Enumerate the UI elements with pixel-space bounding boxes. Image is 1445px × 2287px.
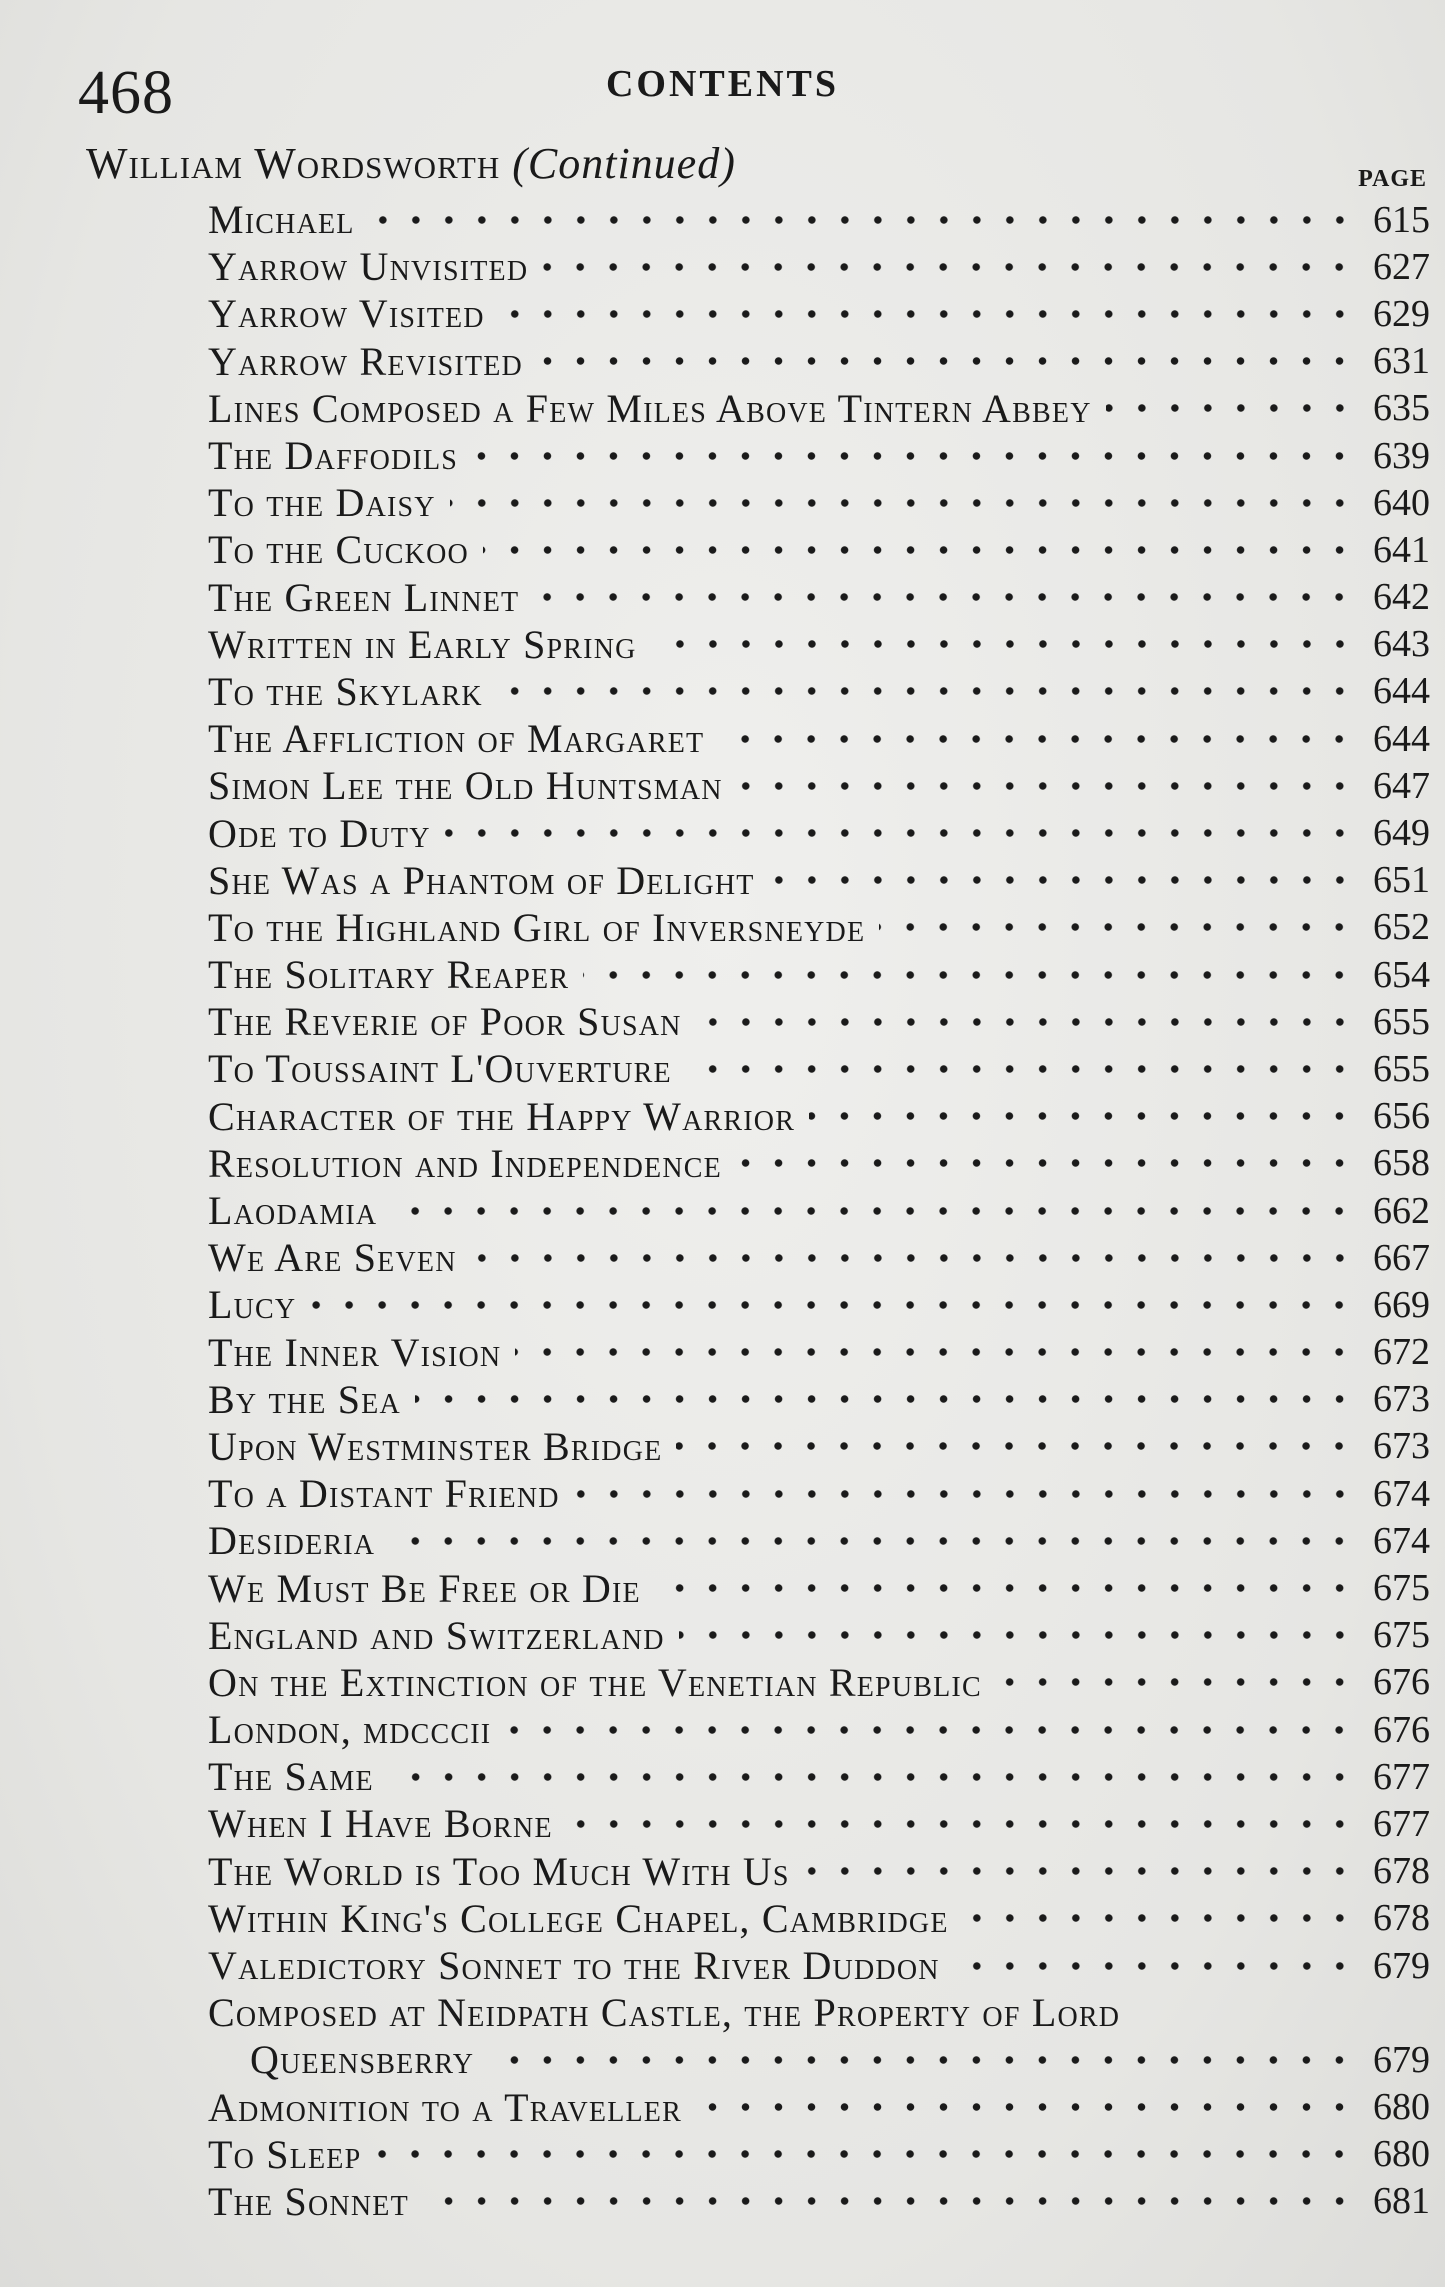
toc-entry-page: 669	[1373, 1283, 1430, 1326]
dot-leader	[679, 1615, 1356, 1655]
toc-entry-page: 680	[1373, 2133, 1430, 2176]
continued-note: (Continued)	[512, 139, 736, 188]
toc-entry-page: 681	[1373, 2180, 1430, 2223]
toc-entry-title: To the Skylark	[208, 668, 483, 714]
toc-entry	[208, 1423, 1430, 1470]
toc-entry-page: 639	[1373, 434, 1430, 477]
toc-entry-page: 677	[1373, 1755, 1430, 1798]
toc-entry-page: 629	[1373, 292, 1430, 335]
toc-entry-page: 679	[1373, 2038, 1430, 2081]
dot-leader	[696, 1002, 1356, 1042]
toc-entry-title: Yarrow Visited	[208, 291, 485, 337]
toc-entry	[208, 2131, 1430, 2178]
toc-entry-title: Upon Westminster Bridge	[208, 1423, 663, 1469]
toc-entry	[208, 809, 1430, 856]
toc-entry-page: 679	[1373, 1944, 1430, 1987]
toc-entry-page: 654	[1373, 953, 1430, 996]
toc-entry	[208, 998, 1430, 1045]
toc-entry	[208, 1612, 1430, 1659]
running-head: CONTENTS	[605, 63, 840, 105]
toc-entry-title: The Solitary Reaper	[208, 952, 570, 998]
dot-leader	[804, 1851, 1356, 1891]
toc-entry	[208, 243, 1430, 290]
toc-entry-title: We Are Seven	[208, 1235, 457, 1281]
dot-leader	[574, 1474, 1356, 1514]
toc-entry	[208, 668, 1430, 715]
toc-entry-page: 667	[1373, 1236, 1430, 1279]
toc-entry-page: 647	[1373, 764, 1430, 807]
dot-leader	[423, 2181, 1356, 2221]
toc-entry-page: 673	[1373, 1378, 1430, 1421]
toc-entry	[208, 1329, 1430, 1376]
toc-entry	[208, 479, 1430, 526]
dot-leader	[515, 1332, 1356, 1372]
toc-entry-title: Admonition to a Traveller	[208, 2084, 682, 2130]
toc-entry-page: 658	[1373, 1142, 1430, 1185]
dot-leader	[676, 1426, 1356, 1466]
toc-entry-page: 644	[1373, 670, 1430, 713]
toc-entry-page: 677	[1373, 1802, 1430, 1845]
toc-entry-title: Laodamia	[208, 1188, 378, 1234]
dot-leader	[686, 1049, 1356, 1089]
toc-entry-page: 643	[1373, 623, 1430, 666]
toc-entry	[208, 1234, 1430, 1281]
toc-entry	[208, 1517, 1430, 1564]
dot-leader	[651, 624, 1356, 664]
toc-entry-title: Ode to Duty	[208, 810, 431, 856]
page-number: 468	[78, 59, 174, 127]
toc-entry-page: 678	[1373, 1850, 1430, 1893]
dot-leader	[505, 1710, 1356, 1750]
toc-entry-title: Yarrow Revisited	[208, 338, 523, 384]
toc-entry-title: Yarrow Unvisited	[208, 244, 529, 290]
dot-leader	[310, 1285, 1356, 1325]
dot-leader	[472, 436, 1356, 476]
toc-entry-title: The Inner Vision	[208, 1329, 502, 1375]
toc-entry-title: The Sonnet	[208, 2178, 409, 2224]
toc-entry-title: England and Switzerland	[208, 1612, 665, 1658]
toc-entry	[208, 1093, 1430, 1140]
toc-entry-page: 644	[1373, 717, 1430, 760]
toc-entry-page: 672	[1373, 1331, 1430, 1374]
toc-entry-page: 678	[1373, 1897, 1430, 1940]
toc-entry-title: To a Distant Friend	[208, 1471, 560, 1517]
toc-entry	[208, 951, 1430, 998]
toc-entry-title: Character of the Happy Warrior	[208, 1093, 796, 1139]
dot-leader	[389, 1521, 1356, 1561]
toc-entry-page: 656	[1373, 1095, 1430, 1138]
dot-leader	[450, 483, 1356, 523]
toc-entry	[208, 2084, 1430, 2131]
toc-entry-title: To the Daisy	[208, 480, 436, 526]
dot-leader	[497, 671, 1356, 711]
toc-entry-title: To the Cuckoo	[208, 527, 469, 573]
page-column-label: PAGE	[1358, 166, 1427, 192]
toc-entry-title: We Must Be Free or Die	[208, 1565, 641, 1611]
toc-entry	[208, 1470, 1430, 1517]
dot-leader	[583, 955, 1356, 995]
toc-entry-page: 675	[1373, 1614, 1430, 1657]
toc-entry-page: 680	[1373, 2086, 1430, 2129]
toc-entry	[208, 904, 1430, 951]
toc-entry-page: 674	[1373, 1472, 1430, 1515]
toc-entry-title: The Green Linnet	[208, 574, 520, 620]
author-name: William Wordsworth	[86, 139, 501, 188]
toc-entry-title: To the Highland Girl of Inversneyde	[208, 904, 866, 950]
toc-entry-page: 675	[1373, 1567, 1430, 1610]
dot-leader	[542, 247, 1356, 287]
dot-leader	[537, 341, 1356, 381]
toc-entry	[208, 1659, 1430, 1706]
toc-entry-title: Lines Composed a Few Miles Above Tintern Abbey	[208, 385, 1092, 431]
toc-entry-title: Written in Early Spring	[208, 621, 637, 667]
toc-entry-page: 642	[1373, 576, 1430, 619]
toc-entry	[208, 2178, 1430, 2225]
dot-leader	[879, 907, 1356, 947]
toc-entry	[208, 715, 1430, 762]
toc-entry-title-continued: Queensberry	[250, 2037, 475, 2083]
toc-entry	[208, 574, 1430, 621]
toc-entry-page: 655	[1373, 1047, 1430, 1090]
toc-entry-page: 652	[1373, 906, 1430, 949]
dot-leader	[471, 1238, 1356, 1278]
toc-entry-title: On the Extinction of the Venetian Republic	[208, 1659, 982, 1705]
toc-entry	[208, 338, 1430, 385]
toc-entry-title: To Sleep	[208, 2131, 362, 2177]
toc-entry	[208, 762, 1430, 809]
toc-entry	[208, 1187, 1430, 1234]
toc-entry-title: The Daffodils	[208, 433, 459, 479]
toc-entry	[208, 432, 1430, 479]
toc-entry-title: Resolution and Independence	[208, 1140, 722, 1186]
toc-entry-title: When I Have Borne	[208, 1801, 553, 1847]
toc-entry-page: 631	[1373, 340, 1430, 383]
toc-entry-title: By the Sea	[208, 1376, 401, 1422]
toc-entry-title: To Toussaint L'Ouverture	[208, 1046, 672, 1092]
toc-entry	[208, 1753, 1430, 1800]
toc-entry-page: 655	[1373, 1000, 1430, 1043]
dot-leader	[718, 719, 1356, 759]
toc-entry-title: Simon Lee the Old Huntsman	[208, 763, 723, 809]
toc-entry-page: 615	[1373, 198, 1430, 241]
dot-leader	[415, 1379, 1356, 1419]
toc-entry-page: 676	[1373, 1708, 1430, 1751]
toc-entry-page: 651	[1373, 859, 1430, 902]
toc-entry	[208, 1140, 1430, 1187]
dot-leader	[737, 766, 1356, 806]
toc-entry	[208, 857, 1430, 904]
toc-entry-title: Desideria	[208, 1518, 376, 1564]
toc-entry-page: 635	[1373, 387, 1430, 430]
dot-leader	[391, 1191, 1356, 1231]
toc-entry	[208, 1895, 1430, 1942]
toc-entry	[208, 1848, 1430, 1895]
toc-entry-page: 649	[1373, 812, 1430, 855]
toc-entry	[208, 1281, 1430, 1328]
dot-leader	[375, 2134, 1356, 2174]
toc-entry	[208, 196, 1430, 243]
toc-entry-title: Within King's College Chapel, Cambridge	[208, 1895, 949, 1941]
dot-leader	[369, 200, 1356, 240]
toc-entry-title: Composed at Neidpath Castle, the Property of Lord	[208, 1990, 1121, 2036]
toc-entry-title: London, mdcccii	[208, 1707, 492, 1753]
toc-entry	[208, 1376, 1430, 1423]
toc-entry-title: She Was a Phantom of Delight	[208, 857, 755, 903]
toc-list	[208, 196, 1430, 2225]
toc-entry-page: 674	[1373, 1519, 1430, 1562]
dot-leader	[954, 1946, 1356, 1986]
toc-entry-page: 676	[1373, 1661, 1430, 1704]
toc-entry	[208, 1800, 1430, 1847]
dot-leader	[567, 1804, 1356, 1844]
dot-leader	[499, 294, 1356, 334]
dot-leader	[388, 1757, 1356, 1797]
toc-entry-title: The Reverie of Poor Susan	[208, 999, 682, 1045]
dot-leader	[445, 813, 1356, 853]
toc-entry	[208, 385, 1430, 432]
toc-entry-title: The Same	[208, 1754, 374, 1800]
author-heading	[86, 138, 736, 189]
toc-entry	[208, 1564, 1430, 1611]
dot-leader	[483, 530, 1356, 570]
toc-entry-title: Lucy	[208, 1282, 297, 1328]
toc-entry	[208, 1942, 1430, 1989]
toc-entry-page: 627	[1373, 245, 1430, 288]
toc-entry	[208, 621, 1430, 668]
toc-entry-title: Michael	[208, 197, 355, 243]
toc-entry	[208, 1706, 1430, 1753]
dot-leader	[533, 577, 1356, 617]
dot-leader	[809, 1096, 1356, 1136]
dot-leader	[996, 1662, 1356, 1702]
toc-entry-continuation	[208, 2036, 1430, 2083]
toc-entry-page: 640	[1373, 481, 1430, 524]
dot-leader	[1106, 388, 1356, 428]
dot-leader	[696, 2087, 1356, 2127]
dot-leader	[769, 860, 1356, 900]
toc-entry-page: 662	[1373, 1189, 1430, 1232]
toc-entry	[208, 1989, 1430, 2083]
toc-entry-title: The Affliction of Margaret	[208, 716, 705, 762]
toc-entry-title: The World is Too Much With Us	[208, 1848, 790, 1894]
toc-entry	[208, 1045, 1430, 1092]
toc-entry	[208, 526, 1430, 573]
toc-entry-title: Valedictory Sonnet to the River Duddon	[208, 1943, 940, 1989]
dot-leader	[963, 1898, 1356, 1938]
dot-leader	[488, 2040, 1356, 2080]
toc-entry-page: 641	[1373, 528, 1430, 571]
toc-entry	[208, 290, 1430, 337]
toc-entry-page: 673	[1373, 1425, 1430, 1468]
dot-leader	[736, 1143, 1356, 1183]
dot-leader	[655, 1568, 1356, 1608]
